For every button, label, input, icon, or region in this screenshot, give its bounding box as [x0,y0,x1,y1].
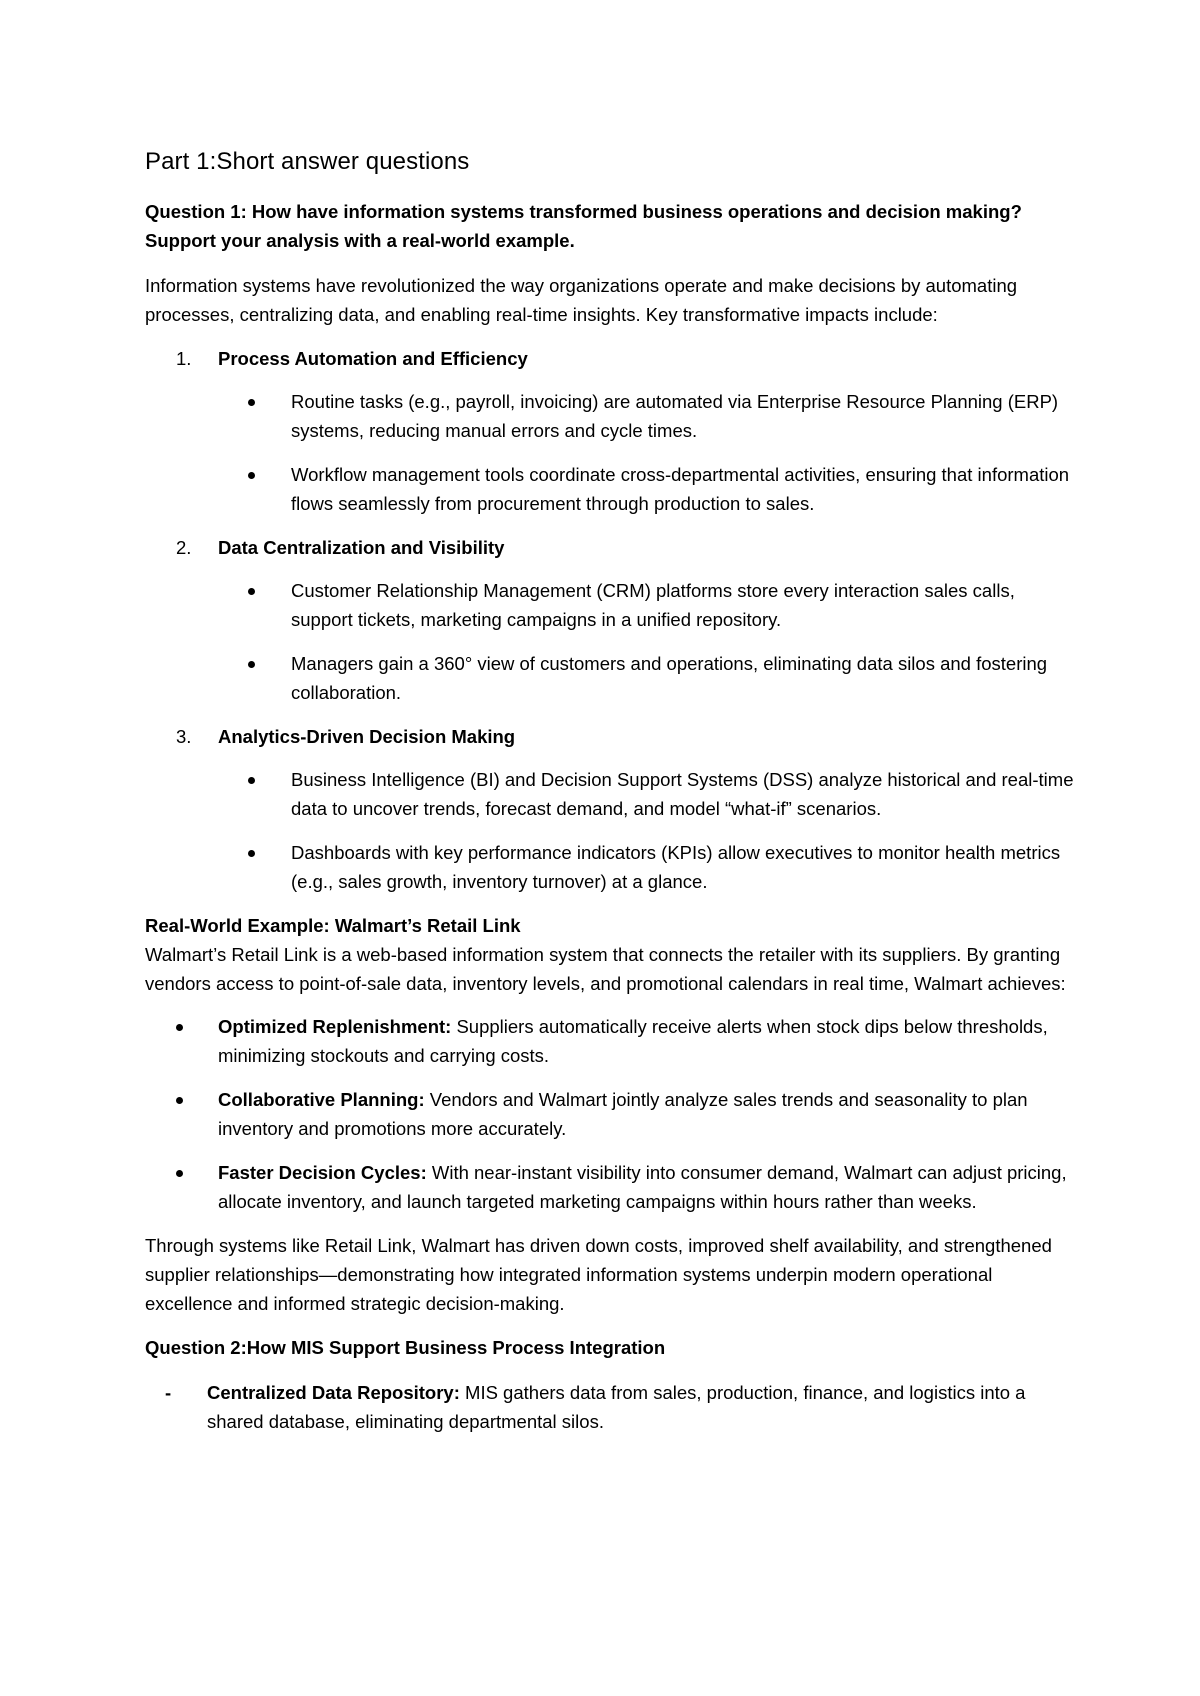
benefit-term: Optimized Replenishment: [218,1016,452,1037]
benefit-text: Vendors and Walmart jointly analyze sales trends and seasonality to plan inventory and promotions more accurately. [218,1089,1028,1139]
bullet-item [145,765,1075,823]
impact-sections-list [145,344,1075,896]
impact-section [145,344,1075,518]
section-heading [145,344,1075,373]
section-number: 2. [176,537,192,558]
example-body: Walmart’s Retail Link is a web-based information system that connects the retailer with its suppliers. By granting vendors access to point-of-sale data, inventory levels, and promotional calendars in real time, Walmart achieves: [145,944,1066,994]
impact-section [145,533,1075,707]
bullet-dot-icon [176,1097,183,1104]
bullet-dot-icon [176,1024,183,1031]
bullet-dot-icon [248,777,255,784]
question-2-heading: Question 2:How MIS Support Business Process Integration [145,1337,666,1358]
bullet-item [145,838,1075,896]
bullet-item [145,649,1075,707]
benefit-item [145,1085,1075,1143]
example-heading: Real-World Example: Walmart’s Retail Link [145,915,521,936]
section-heading [145,722,1075,751]
bullet-dot-icon [248,588,255,595]
example-conclusion: Through systems like Retail Link, Walmart has driven down costs, improved shelf availability, and strengthened supplier relationships—demonstrating how integrated information systems underpin modern operational excellence and informed strategic decision-making. [145,1235,1052,1314]
bullet-dot-icon [248,661,255,668]
section-bullets [145,576,1075,707]
bullet-dot-icon [248,850,255,857]
section-number: 1. [176,348,192,369]
impact-section [145,722,1075,896]
bullet-dot-icon [248,472,255,479]
benefits-list [145,1012,1075,1216]
question-1-heading: Question 1: How have information systems transformed business operations and decision making? Support your analysis with a real-world example. [145,201,1022,251]
document-content [145,148,1075,1436]
part-title: Part 1:Short answer questions [145,148,470,175]
bullet-text: Managers gain a 360° view of customers and operations, eliminating data silos and fostering collaboration. [291,653,1048,703]
benefit-item [145,1158,1075,1216]
bullet-text: Customer Relationship Management (CRM) platforms store every interaction sales calls, support tickets, marketing campaigns in a unified repository. [291,580,1015,630]
bullet-item [145,387,1075,445]
bullet-dot-icon [176,1170,183,1177]
benefit-text: With near-instant visibility into consumer demand, Walmart can adjust pricing, allocate inventory, and launch targeted marketing campaigns within hours rather than weeks. [218,1162,1067,1212]
section-bullets [145,387,1075,518]
bullet-text: Dashboards with key performance indicators (KPIs) allow executives to monitor health metrics (e.g., sales growth, inventory turnover) at a glance. [291,842,1061,892]
bullet-item [145,576,1075,634]
section-bullets [145,765,1075,896]
mis-term: Centralized Data Repository: [207,1382,460,1403]
benefit-item [145,1012,1075,1070]
section-title: Process Automation and Efficiency [218,348,528,369]
dash-marker: - [165,1382,172,1403]
section-title: Data Centralization and Visibility [218,537,505,558]
bullet-item [145,460,1075,518]
bullet-text: Workflow management tools coordinate cross-departmental activities, ensuring that information flows seamlessly from procurement through production to sales. [291,464,1070,514]
section-number: 3. [176,726,192,747]
benefit-text: Suppliers automatically receive alerts when stock dips below thresholds, minimizing stockouts and carrying costs. [218,1016,1048,1066]
bullet-dot-icon [248,399,255,406]
section-title: Analytics-Driven Decision Making [218,726,516,747]
benefit-term: Faster Decision Cycles: [218,1162,427,1183]
bullet-text: Business Intelligence (BI) and Decision Support Systems (DSS) analyze historical and real-time data to uncover trends, forecast demand, and model “what-if” scenarios. [291,769,1074,819]
mis-support-list [145,1378,1075,1436]
benefit-term: Collaborative Planning: [218,1089,425,1110]
section-heading [145,533,1075,562]
question-1-intro: Information systems have revolutionized the way organizations operate and make decisions by automating processes, centralizing data, and enabling real-time insights. Key transformative impacts include: [145,275,1018,325]
bullet-text: Routine tasks (e.g., payroll, invoicing) are automated via Enterprise Resource Planning (ERP) systems, reducing manual errors and cycle times. [291,391,1059,441]
mis-support-item [145,1378,1075,1436]
mis-text: MIS gathers data from sales, production, finance, and logistics into a shared database, eliminating departmental silos. [207,1382,1026,1432]
